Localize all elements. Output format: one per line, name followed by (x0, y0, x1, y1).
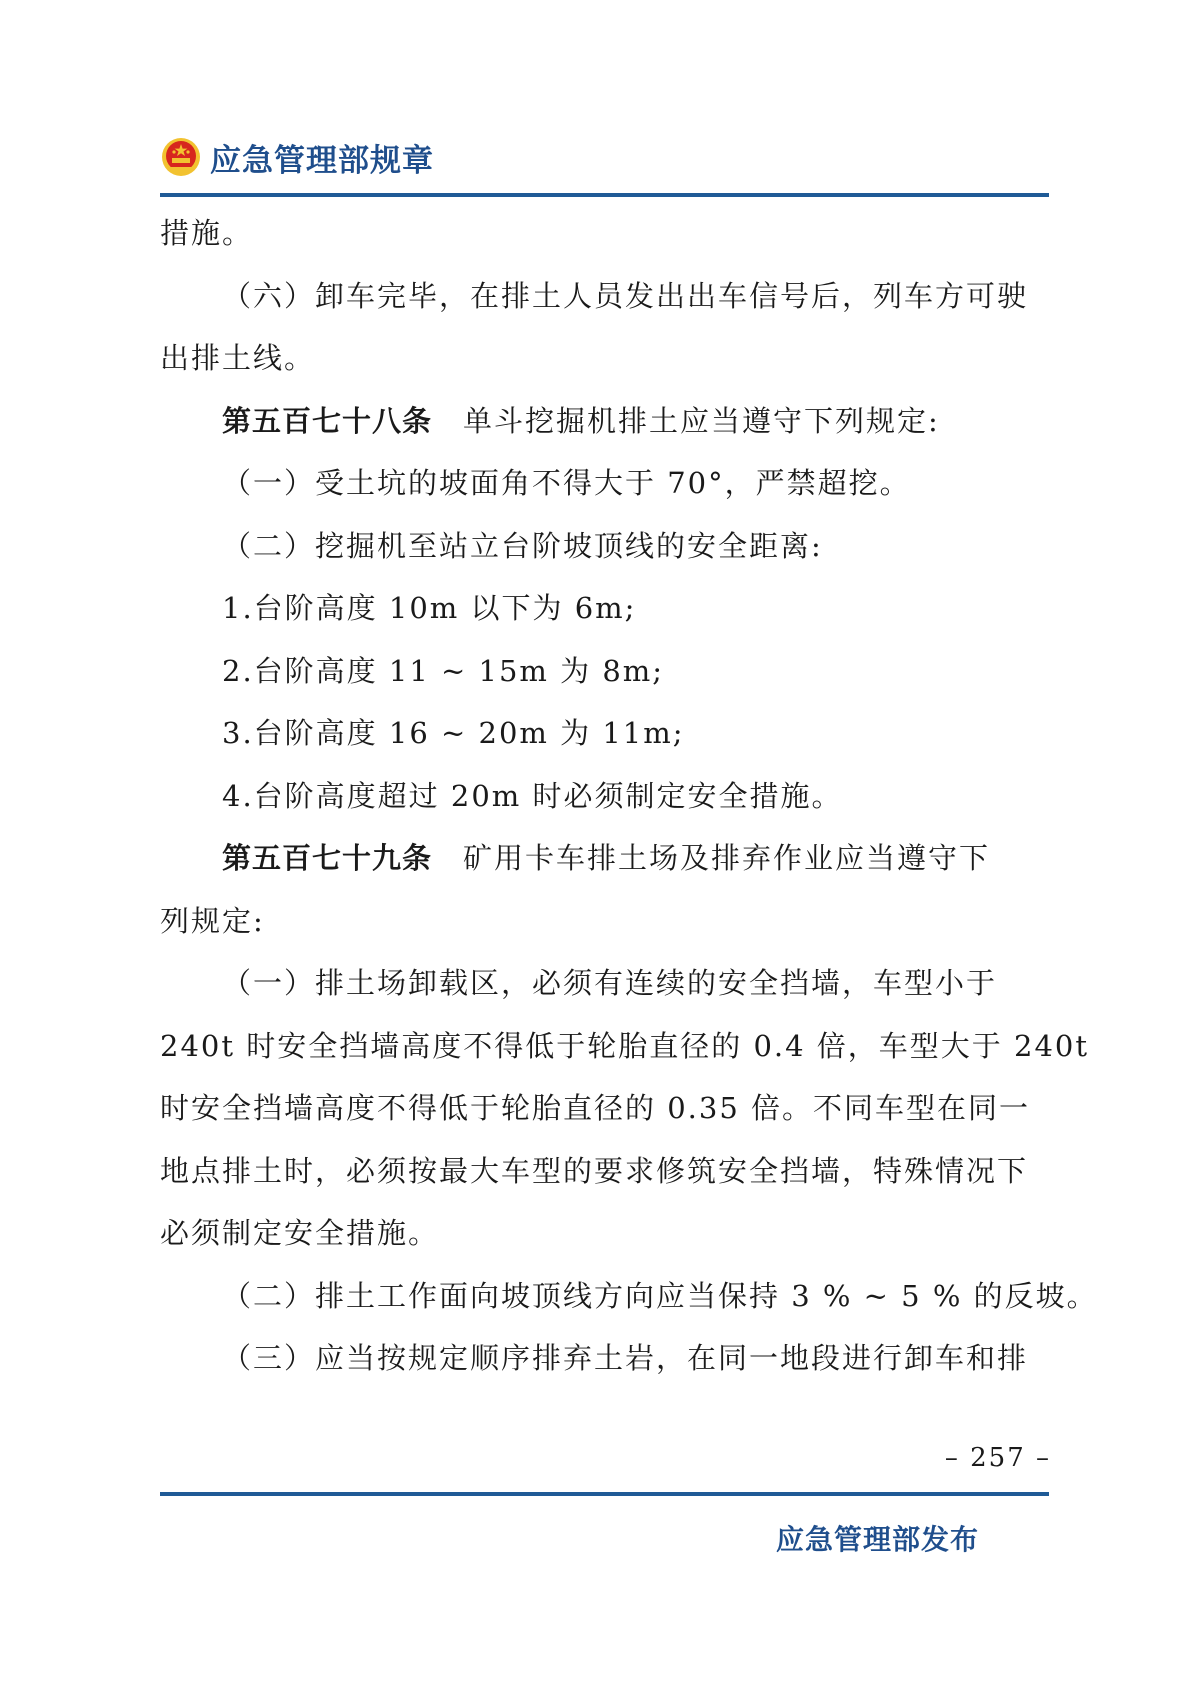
national-emblem-icon (160, 136, 202, 178)
publisher-label: 应急管理部发布 (775, 1523, 979, 1556)
article-text: 矿用卡车排土场及排弃作业应当遵守下 (463, 841, 991, 875)
paragraph-line: （二）挖掘机至站立台阶坡顶线的安全距离: (222, 528, 823, 563)
list-item: 4.台阶高度超过 20m 时必须制定安全措施。 (222, 778, 843, 813)
article-spacer (432, 404, 463, 438)
page-number: – 257 – (944, 1443, 1051, 1473)
article-578 (160, 390, 1049, 453)
paragraph-line: （三）应当按规定顺序排弃土岩，在同一地段进行卸车和排 (222, 1341, 1029, 1375)
article-spacer (432, 841, 463, 875)
paragraph-line: （一）排土场卸载区，必须有连续的安全挡墙，车型小于 (222, 966, 998, 1000)
header-divider (160, 193, 1049, 197)
page-header (160, 132, 434, 182)
paragraph-line: （一）受土坑的坡面角不得大于 70°，严禁超挖。 (222, 466, 911, 500)
paragraph-line: 出排土线。 (160, 341, 316, 375)
paragraph-line: 措施。 (160, 216, 254, 250)
list-item: 2.台阶高度 11 ~ 15m 为 8m; (222, 653, 665, 688)
article-text: 单斗挖掘机排土应当遵守下列规定: (463, 403, 940, 438)
paragraph-line: 地点排土时，必须按最大车型的要求修筑安全挡墙，特殊情况下 (160, 1153, 1029, 1188)
article-579 (160, 827, 1049, 890)
article-heading: 第五百七十八条 (222, 403, 433, 438)
header-title: 应急管理部规章 (210, 142, 434, 179)
paragraph-line: 时安全挡墙高度不得低于轮胎直径的 0.35 倍。不同车型在同一 (160, 1091, 1031, 1125)
footer-divider (160, 1492, 1049, 1496)
paragraph-line: 必须制定安全措施。 (160, 1216, 440, 1250)
paragraph-line: 列规定: (160, 903, 265, 938)
paragraph-line: 240t 时安全挡墙高度不得低于轮胎直径的 0.4 倍，车型大于 240t (160, 1028, 1090, 1063)
article-heading: 第五百七十九条 (222, 841, 433, 875)
paragraph-line: （六）卸车完毕，在排土人员发出出车信号后，列车方可驶 (222, 278, 1029, 313)
list-item: 3.台阶高度 16 ~ 20m 为 11m; (222, 716, 685, 750)
list-item: 1.台阶高度 10m 以下为 6m; (222, 591, 637, 625)
document-body (160, 202, 1098, 1390)
paragraph-line: （二）排土工作面向坡顶线方向应当保持 3 % ~ 5 % 的反坡。 (222, 1278, 1098, 1313)
